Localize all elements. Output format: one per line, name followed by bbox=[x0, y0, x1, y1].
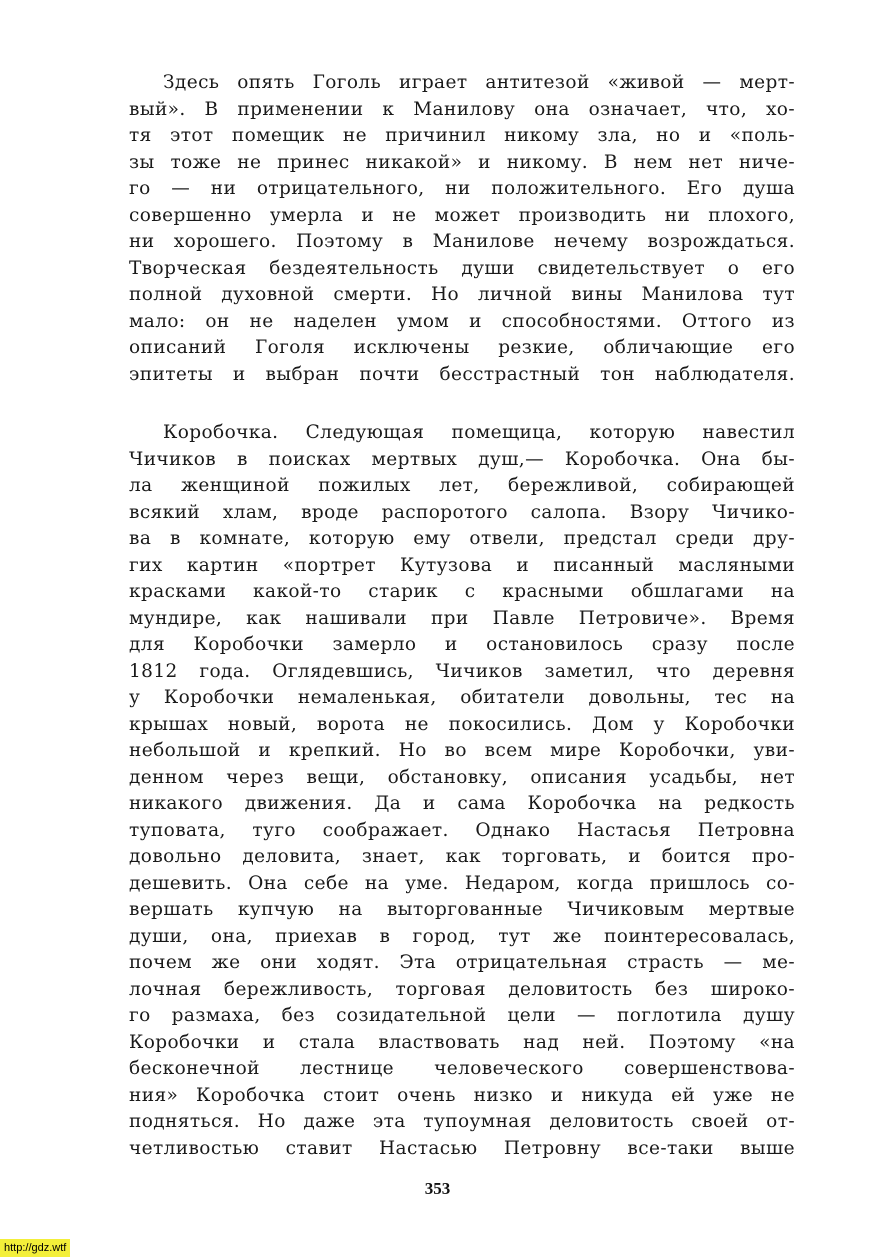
text-line: вершать купчую на выторгованные Чичиковым мертвые bbox=[129, 899, 795, 920]
text-line: ни хорошего. Поэтому в Манилове нечему возрождаться. bbox=[129, 231, 795, 252]
text-line: довольно деловита, знает, как торговать, и боится про- bbox=[129, 846, 795, 867]
text-line: подняться. Но даже эта тупоумная деловитость своей от- bbox=[129, 1111, 795, 1132]
text-line: дешевить. Она себе на уме. Недаром, когда пришлось со- bbox=[129, 872, 795, 894]
text-line: вый». В применении к Манилову она означает, что, хо- bbox=[129, 98, 795, 120]
text-line: души, она, приехав в город, тут же поинтересовалась, bbox=[129, 925, 795, 947]
page-number: 353 bbox=[424, 1179, 451, 1198]
text-line: полной духовной смерти. Но личной вины Манилова тут bbox=[129, 284, 795, 305]
text-line: мало: он не наделен умом и способностями. Оттого из bbox=[129, 310, 795, 332]
paragraph-korobochka bbox=[129, 420, 795, 1162]
text-line: для Коробочки замерло и остановилось сразу после bbox=[129, 634, 795, 655]
text-line: Коробочки и стала властвовать над ней. Поэтому «на bbox=[129, 1031, 795, 1053]
text-line: эпитеты и выбран почти бесстрастный тон наблюдателя. bbox=[129, 363, 795, 385]
text-line: го размаха, без созидательной цели — поглотила душу bbox=[129, 1005, 795, 1026]
text-line: гих картин «портрет Кутузова и писанный масляными bbox=[129, 554, 795, 576]
text-line: Коробочка. Следующая помещица, которую навестил bbox=[163, 422, 795, 443]
text-line: туповата, туго соображает. Однако Настасья Петровна bbox=[129, 819, 795, 841]
text-line: совершенно умерла и не может производить ни плохого, bbox=[129, 204, 795, 226]
text-line: четливостью ставит Настасью Петровну все-таки выше bbox=[129, 1137, 795, 1159]
text-line: небольшой и крепкий. Но во всем мире Коробочки, уви- bbox=[129, 740, 795, 761]
text-line: ния» Коробочка стоит очень низко и никуда ей уже не bbox=[129, 1084, 795, 1106]
text-line: го — ни отрицательного, ни положительного. Его душа bbox=[129, 178, 795, 199]
text-line: ла женщиной пожилых лет, бережливой, собирающей bbox=[129, 475, 795, 496]
text-line: зы тоже не принес никакой» и никому. В нем нет ниче- bbox=[129, 151, 795, 173]
text-line: у Коробочки немаленькая, обитатели довольны, тес на bbox=[129, 687, 795, 708]
text-line: почем же они ходят. Эта отрицательная страсть — ме- bbox=[129, 952, 795, 973]
text-line: лочная бережливость, торговая деловитость без широко- bbox=[129, 978, 795, 1000]
text-line: никакого движения. Да и сама Коробочка на редкость bbox=[129, 793, 795, 814]
paragraph-manilov bbox=[129, 70, 795, 388]
text-line: денном через вещи, обстановку, описания усадьбы, нет bbox=[129, 766, 795, 788]
text-line: Чичиков в поисках мертвых душ,— Коробочка. Она бы- bbox=[129, 448, 795, 470]
text-line: Здесь опять Гоголь играет антитезой «живой — мерт- bbox=[163, 72, 795, 93]
watermark-link[interactable]: http://gdz.wtf bbox=[0, 1239, 70, 1257]
text-line: всякий хлам, вроде распоротого салопа. Взору Чичико- bbox=[129, 501, 795, 523]
text-line: мундире, как нашивали при Павле Петровиче». Время bbox=[129, 607, 795, 629]
text-line: бесконечной лестнице человеческого совершенствова- bbox=[129, 1058, 795, 1079]
text-line: 1812 года. Оглядевшись, Чичиков заметил, что деревня bbox=[129, 660, 795, 682]
text-line: ва в комнате, которую ему отвели, предстал среди дру- bbox=[129, 528, 795, 549]
text-line: Творческая бездеятельность души свидетельствует о его bbox=[129, 257, 795, 279]
text-line: крышах новый, ворота не покосились. Дом у Коробочки bbox=[129, 713, 795, 735]
text-line: описаний Гоголя исключены резкие, обличающие его bbox=[129, 337, 795, 358]
text-line: тя этот помещик не причинил никому зла, но и «поль- bbox=[129, 125, 795, 146]
text-line: красками какой-то старик с красными обшлагами на bbox=[129, 581, 795, 602]
